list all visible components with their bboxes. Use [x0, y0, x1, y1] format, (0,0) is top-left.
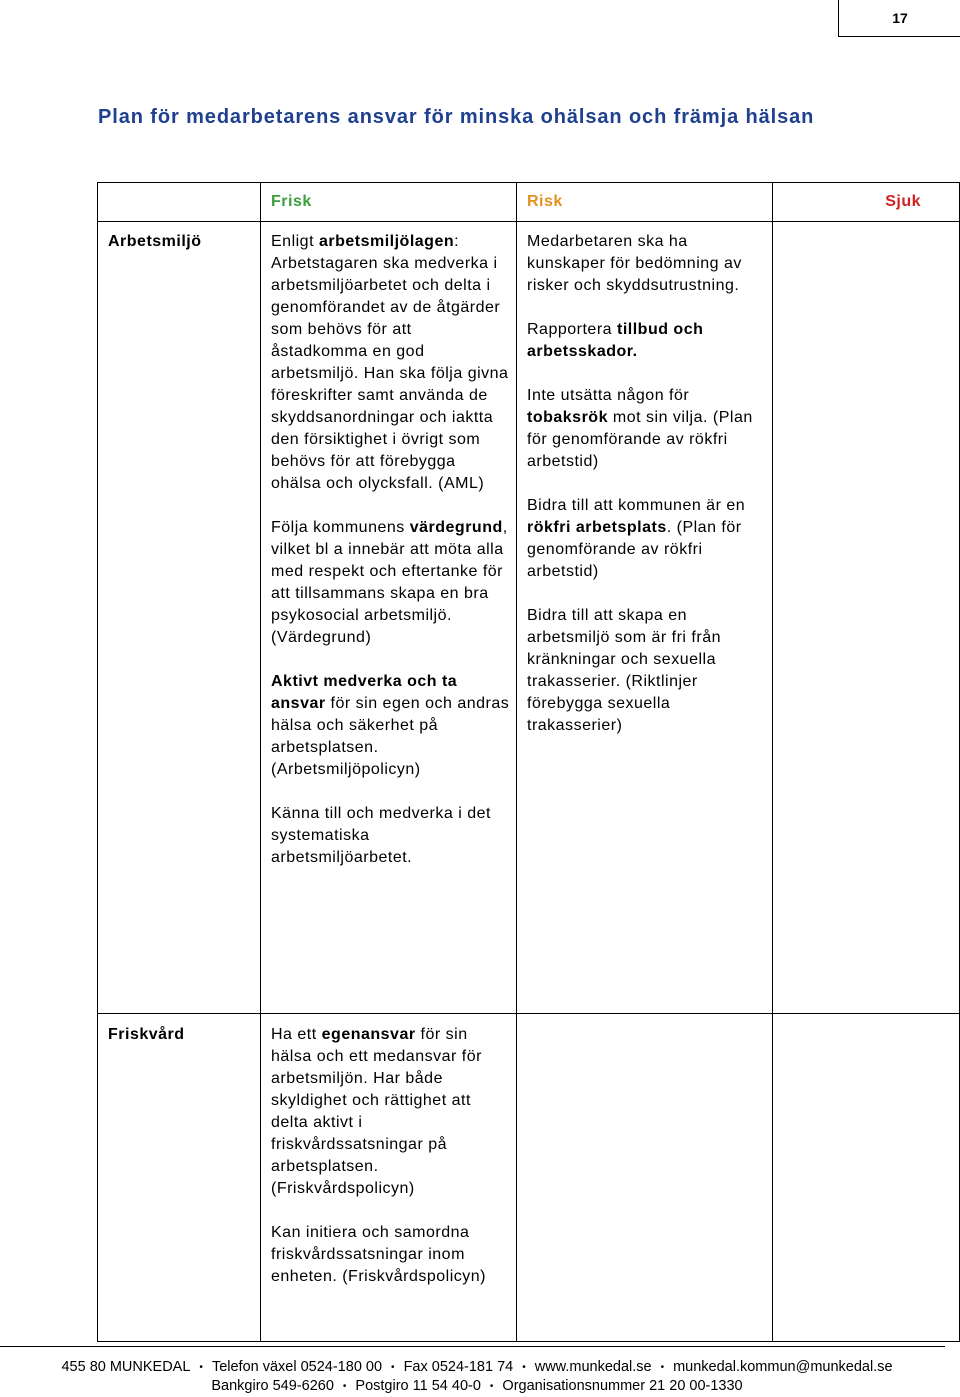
cell-paragraph	[271, 1024, 510, 1200]
paragraph-text: Inte utsätta någon för	[527, 387, 690, 404]
footer-item: www.munkedal.se	[534, 1359, 652, 1375]
column-header-frisk: Frisk	[261, 183, 517, 222]
page-number: 17	[892, 10, 908, 26]
footer-divider	[0, 1346, 945, 1347]
cell-paragraph	[527, 231, 766, 297]
table-row-friskvard	[98, 1014, 960, 1342]
row-label-arbetsmiljo: Arbetsmiljö	[98, 222, 261, 1014]
table-row-arbetsmiljo	[98, 222, 960, 1014]
cell-arbetsmiljo-sjuk	[773, 222, 960, 1014]
page-number-box	[838, 0, 960, 37]
footer-item: Telefon växel 0524-180 00	[211, 1359, 383, 1375]
bullet-separator-icon: •	[522, 1362, 526, 1373]
paragraph-text: Ha ett	[271, 1026, 322, 1043]
footer-item: 455 80 MUNKEDAL	[61, 1359, 191, 1375]
bullet-separator-icon: •	[391, 1362, 395, 1373]
footer-item: Fax 0524-181 74	[403, 1359, 514, 1375]
bullet-separator-icon: •	[199, 1362, 203, 1373]
bullet-separator-icon: •	[660, 1362, 665, 1373]
plan-table	[97, 182, 960, 1342]
header-empty-cell	[98, 183, 261, 222]
cell-paragraph	[271, 231, 510, 495]
emphasized-text: värdegrund	[409, 519, 503, 536]
cell-paragraph	[527, 605, 766, 737]
row-label-friskvard: Friskvård	[98, 1014, 261, 1342]
paragraph-text: Kan initiera och samordna friskvårdssatsningar inom enheten. (Friskvårdspolicyn)	[271, 1224, 486, 1285]
paragraph-text: . (Plan för genomförande av rökfri arbetstid)	[527, 519, 742, 580]
emphasized-text: rökfri arbetsplats	[527, 519, 667, 536]
paragraph-text: Rapportera	[527, 321, 617, 338]
footer-contact-line	[0, 1359, 957, 1375]
bullet-separator-icon: •	[342, 1381, 347, 1392]
cell-friskvard-risk	[517, 1014, 773, 1342]
emphasized-text: arbetsmiljölagen	[318, 233, 455, 250]
emphasized-text: egenansvar	[321, 1026, 416, 1043]
paragraph-text: : Arbetstagaren ska medverka i arbetsmiljöarbetet och delta i genomförandet av de åtgärder som behövs för att åstadkomma en god arbetsmiljö. Han ska följa givna föreskrifter samt använda de skyddsanordningar och iaktta den försiktighet i övrigt som behövs för att förebygga ohälsa och olycksfall. (AML)	[271, 233, 509, 492]
paragraph-text: Följa kommunens	[271, 519, 410, 536]
paragraph-text: Bidra till att kommunen är en	[527, 497, 746, 514]
table-header-row	[98, 183, 960, 222]
footer-item: munkedal.kommun@munkedal.se	[673, 1359, 893, 1375]
paragraph-text: Enligt	[271, 233, 319, 250]
cell-friskvard-frisk	[261, 1014, 517, 1342]
cell-paragraph	[527, 495, 766, 583]
cell-paragraph	[271, 671, 510, 781]
column-header-risk: Risk	[517, 183, 773, 222]
cell-paragraph	[527, 385, 766, 473]
footer-payment-line	[0, 1378, 957, 1394]
paragraph-text: , vilket bl a innebär att möta alla med respekt och eftertanke för att tillsammans skapa en bra psykosocial arbetsmiljö. (Värdegrund)	[271, 519, 508, 646]
cell-paragraph	[271, 1222, 510, 1288]
paragraph-text: för sin egen och andras hälsa och säkerhet på arbetsplatsen. (Arbetsmiljöpolicyn)	[271, 695, 510, 778]
cell-paragraph	[271, 803, 510, 869]
cell-friskvard-sjuk	[773, 1014, 960, 1342]
document-title: Plan för medarbetarens ansvar för minska ohälsan och främja hälsan	[98, 106, 815, 128]
cell-paragraph	[527, 319, 766, 363]
bullet-separator-icon: •	[489, 1381, 494, 1392]
cell-arbetsmiljo-risk	[517, 222, 773, 1014]
paragraph-text: mot sin vilja. (Plan för genomförande av rökfri arbetstid)	[527, 409, 753, 470]
column-header-sjuk: Sjuk	[773, 183, 960, 222]
cell-paragraph	[271, 517, 510, 649]
paragraph-text: för sin hälsa och ett medansvar för arbetsmiljön. Har både skyldighet och rättighet att delta aktivt i friskvårdssatsningar på arbetsplatsen. (Friskvårdspolicyn)	[271, 1026, 482, 1197]
footer-item: Bankgiro 549-6260	[211, 1378, 334, 1394]
footer-item: Postgiro 11 54 40-0	[355, 1378, 481, 1394]
paragraph-text: Känna till och medverka i det systematiska arbetsmiljöarbetet.	[271, 805, 491, 866]
paragraph-text: Bidra till att skapa en arbetsmiljö som är fri från kränkningar och sexuella trakasserier. (Riktlinjer förebygga sexuella trakasserier)	[527, 607, 721, 734]
paragraph-text: Medarbetaren ska ha kunskaper för bedömning av risker och skyddsutrustning.	[527, 233, 742, 294]
footer-item: Organisationsnummer 21 20 00-1330	[502, 1378, 743, 1394]
cell-arbetsmiljo-frisk	[261, 222, 517, 1014]
emphasized-text: Aktivt medverka och ta ansvar	[271, 673, 458, 712]
emphasized-text: tobaksrök	[527, 409, 608, 426]
emphasized-text: tillbud och arbetsskador.	[527, 321, 704, 360]
